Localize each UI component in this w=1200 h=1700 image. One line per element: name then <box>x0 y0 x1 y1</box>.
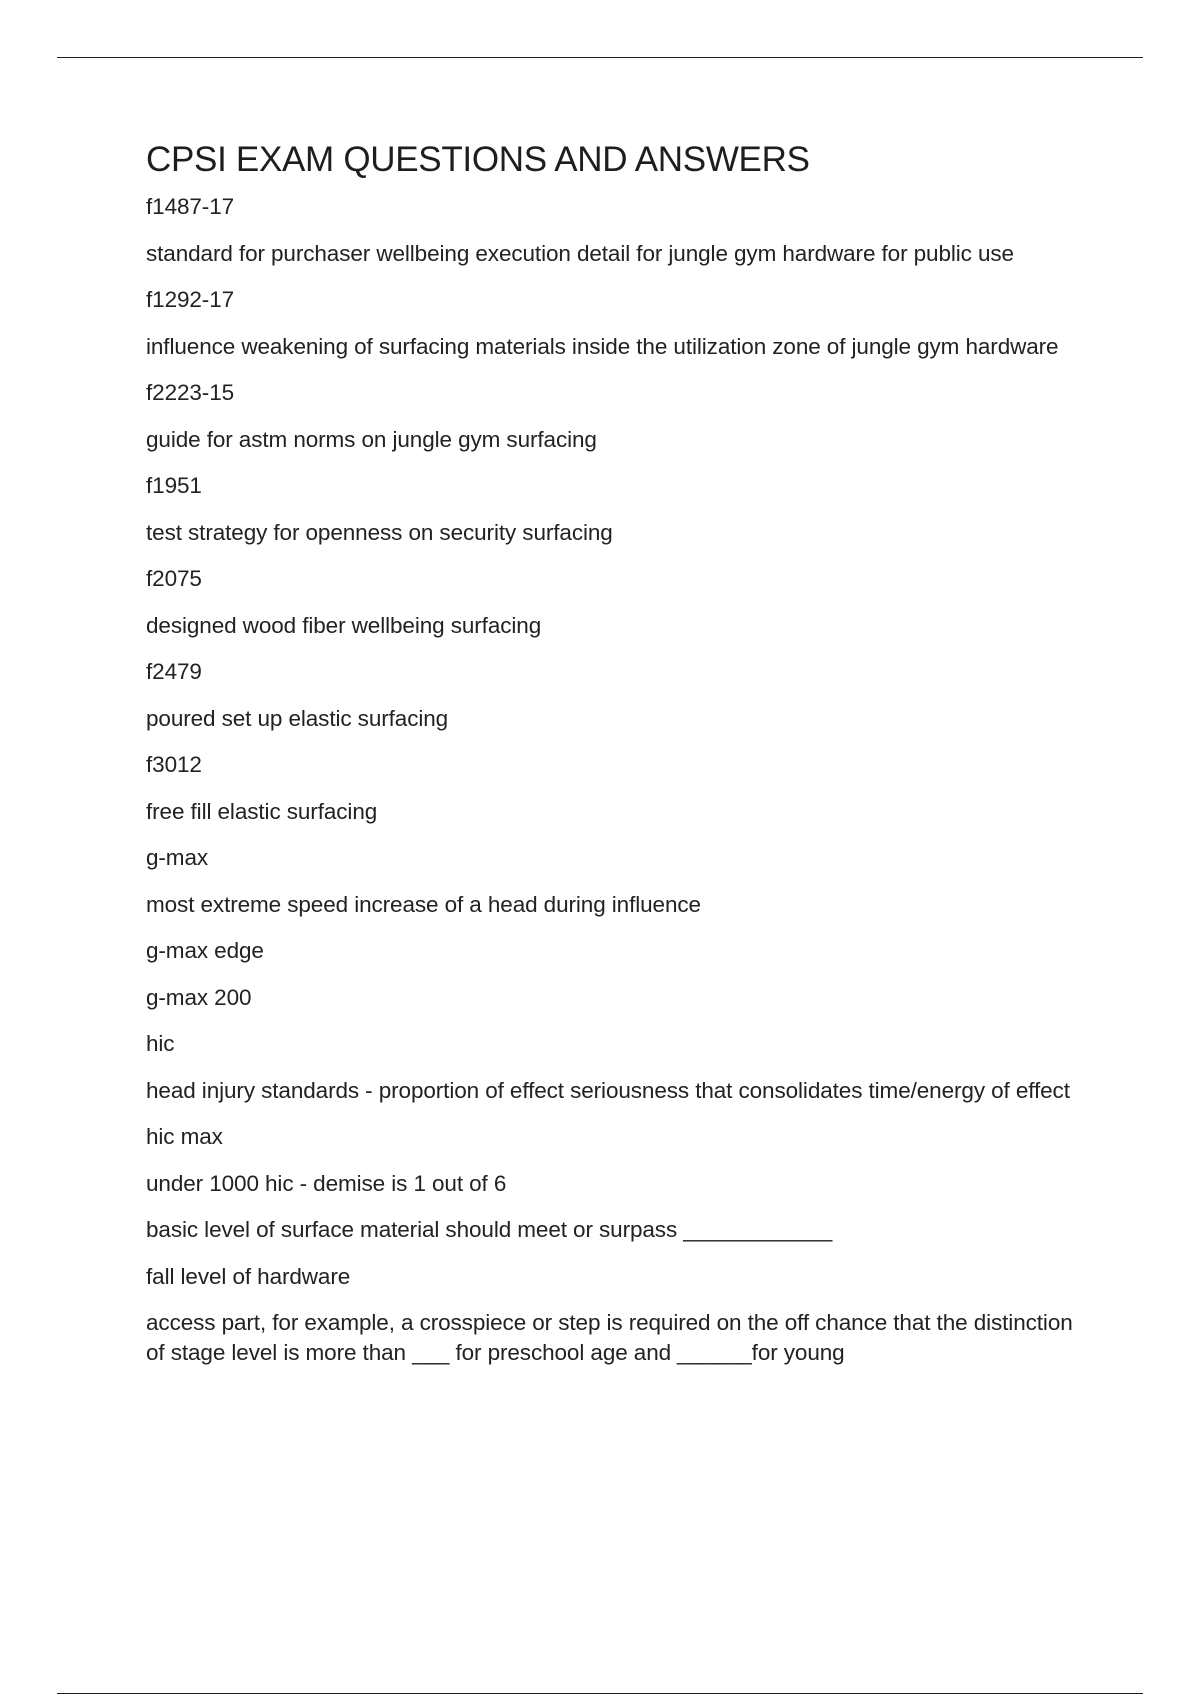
list-item: fall level of hardware <box>146 1263 351 1289</box>
list-item: f2075 <box>146 566 202 591</box>
bottom-rule <box>57 1693 1143 1694</box>
list-item: g-max <box>146 845 209 870</box>
list-item: f1292-17 <box>146 287 235 312</box>
list-item: most extreme speed increase of a head during influence <box>146 891 701 917</box>
list-item: g-max 200 <box>146 984 252 1010</box>
list-item: f2223-15 <box>146 380 235 405</box>
list-item: poured set up elastic surfacing <box>146 705 449 731</box>
list-item: under 1000 hic - demise is 1 out of 6 <box>146 1170 507 1196</box>
list-item: standard for purchaser wellbeing execution detail for jungle gym hardware for public use <box>146 240 1014 266</box>
list-item: influence weakening of surfacing materials inside the utilization zone of jungle gym hardware <box>146 333 1059 359</box>
list-item: basic level of surface material should meet or surpass ____________ <box>146 1217 833 1242</box>
qa-list <box>146 192 1091 1368</box>
list-item: f2479 <box>146 659 202 684</box>
list-item: f1951 <box>146 473 202 498</box>
list-item: hic max <box>146 1124 223 1149</box>
list-item: head injury standards - proportion of effect seriousness that consolidates time/energy of effect <box>146 1077 1070 1103</box>
list-item: hic <box>146 1031 175 1056</box>
list-item: test strategy for openness on security surfacing <box>146 519 613 545</box>
list-item: f1487-17 <box>146 194 235 219</box>
list-item: f3012 <box>146 752 202 777</box>
list-item: designed wood fiber wellbeing surfacing <box>146 612 542 638</box>
document-title: CPSI EXAM QUESTIONS AND ANSWERS <box>146 140 810 179</box>
list-item: access part, for example, a crosspiece or step is required on the off chance that the distinction of stage level is more than ___ for preschool age and ______for young <box>146 1310 1073 1365</box>
list-item: guide for astm norms on jungle gym surfacing <box>146 426 597 452</box>
list-item: g-max edge <box>146 938 264 963</box>
list-item: free fill elastic surfacing <box>146 798 378 824</box>
top-rule <box>57 57 1143 58</box>
document-body <box>146 140 1091 1385</box>
